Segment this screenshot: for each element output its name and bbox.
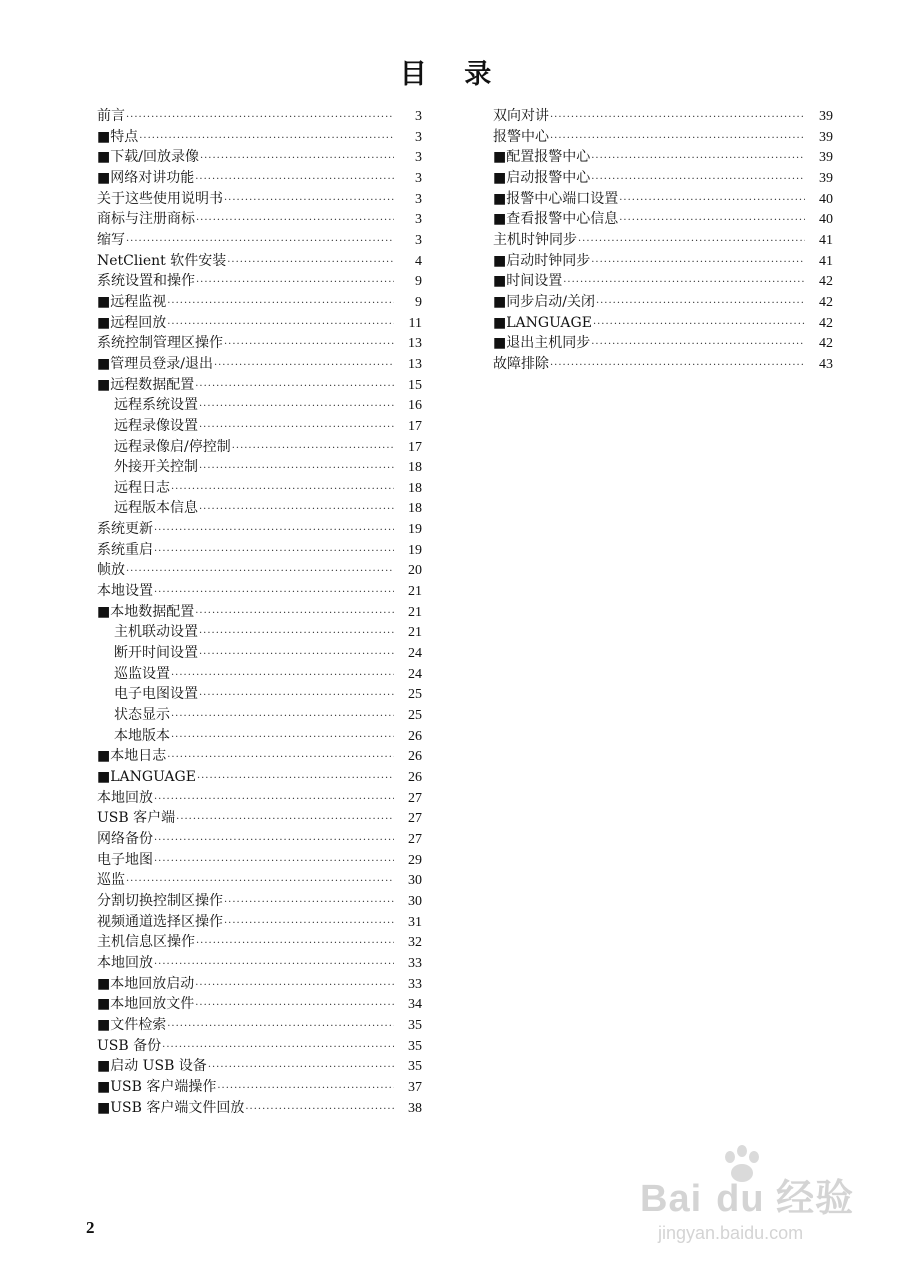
dot-leader bbox=[154, 521, 394, 542]
toc-entry-page: 26 bbox=[408, 749, 422, 765]
toc-entry[interactable] bbox=[97, 622, 422, 643]
toc-entry-page: 27 bbox=[408, 811, 422, 827]
toc-entry-page: 40 bbox=[819, 212, 833, 228]
toc-entry[interactable] bbox=[97, 974, 422, 995]
toc-entry-page: 21 bbox=[408, 584, 422, 600]
toc-entry-title: 远程版本信息 bbox=[114, 500, 198, 517]
toc-entry-title: 远程录像启/停控制 bbox=[114, 438, 231, 455]
dot-leader bbox=[199, 686, 394, 707]
toc-entry[interactable] bbox=[97, 560, 422, 581]
toc-entry-page: 32 bbox=[408, 935, 422, 951]
toc-entry[interactable] bbox=[97, 1036, 422, 1057]
toc-entry-page: 31 bbox=[408, 914, 422, 930]
toc-entry[interactable] bbox=[97, 416, 422, 437]
toc-entry[interactable] bbox=[97, 994, 422, 1015]
toc-entry-title: 系统重启 bbox=[97, 541, 153, 558]
toc-entry-title: ■本地回放文件 bbox=[97, 996, 195, 1013]
toc-entry-title: 电子电图设置 bbox=[114, 686, 198, 703]
toc-entry-title: 巡监 bbox=[97, 872, 125, 889]
toc-entry-title: ■网络对讲功能 bbox=[97, 169, 195, 186]
toc-entry-page: 17 bbox=[408, 418, 422, 434]
toc-entry-title: USB 备份 bbox=[97, 1037, 162, 1054]
toc-entry[interactable] bbox=[97, 540, 422, 561]
toc-entry-page: 27 bbox=[408, 790, 422, 806]
toc-entry-title: ■远程数据配置 bbox=[97, 376, 195, 393]
dot-leader bbox=[550, 108, 805, 129]
dot-leader bbox=[224, 191, 394, 212]
dot-leader bbox=[196, 273, 394, 294]
toc-entry-page: 39 bbox=[819, 109, 833, 124]
toc-entry[interactable] bbox=[97, 1077, 422, 1098]
toc-entry-page: 35 bbox=[408, 1059, 422, 1075]
toc-entry[interactable] bbox=[493, 147, 833, 168]
toc-entry-title: 主机信息区操作 bbox=[97, 934, 195, 951]
toc-entry-title: 电子地图 bbox=[97, 851, 153, 868]
toc-entry-page: 35 bbox=[408, 1038, 422, 1054]
toc-entry-title: ■LANGUAGE bbox=[493, 314, 592, 331]
toc-entry-page: 3 bbox=[415, 232, 422, 248]
toc-entry-page: 21 bbox=[408, 625, 422, 641]
toc-entry-page: 24 bbox=[408, 646, 422, 662]
toc-entry-title: 系统更新 bbox=[97, 521, 153, 538]
dot-leader bbox=[154, 831, 394, 852]
toc-entry-title: ■启动 USB 设备 bbox=[97, 1058, 207, 1075]
toc-entry[interactable] bbox=[97, 168, 422, 189]
toc-entry[interactable] bbox=[97, 478, 422, 499]
toc-entry-page: 38 bbox=[408, 1100, 422, 1116]
dot-leader bbox=[199, 418, 394, 439]
dot-leader bbox=[619, 191, 805, 212]
dot-leader bbox=[208, 1058, 394, 1079]
dot-leader bbox=[162, 1038, 394, 1059]
toc-entry-title: 缩写 bbox=[97, 231, 125, 248]
toc-entry-page: 24 bbox=[408, 666, 422, 682]
dot-leader bbox=[154, 790, 394, 811]
toc-entry-title: ■启动报警中心 bbox=[493, 169, 591, 186]
toc-entry[interactable] bbox=[97, 808, 422, 829]
dot-leader bbox=[171, 728, 394, 749]
dot-leader bbox=[591, 253, 805, 274]
dot-leader bbox=[126, 562, 394, 583]
dot-leader bbox=[619, 211, 805, 232]
dot-leader bbox=[578, 232, 805, 253]
dot-leader bbox=[591, 170, 805, 191]
dot-leader bbox=[154, 852, 394, 873]
toc-entry-page: 9 bbox=[415, 294, 422, 310]
dot-leader bbox=[195, 996, 394, 1017]
toc-entry-title: 网络备份 bbox=[97, 830, 153, 847]
toc-entry-title: ■管理员登录/退出 bbox=[97, 355, 213, 372]
toc-entry[interactable] bbox=[493, 333, 833, 354]
toc-entry-title: 主机时钟同步 bbox=[493, 231, 577, 248]
dot-leader bbox=[224, 893, 394, 914]
toc-entry[interactable] bbox=[97, 271, 422, 292]
toc-entry[interactable] bbox=[493, 127, 833, 148]
toc-entry-title: 商标与注册商标 bbox=[97, 211, 195, 228]
dot-leader bbox=[200, 149, 394, 170]
dot-leader bbox=[176, 810, 394, 831]
dot-leader bbox=[224, 335, 394, 356]
toc-entry[interactable] bbox=[493, 189, 833, 210]
toc-entry-title: 本地设置 bbox=[97, 583, 153, 600]
toc-entry[interactable] bbox=[97, 292, 422, 313]
toc-left-column bbox=[97, 106, 422, 1118]
toc-entry-page: 41 bbox=[819, 232, 833, 248]
toc-entry[interactable] bbox=[97, 581, 422, 602]
toc-entry-page: 3 bbox=[415, 212, 422, 228]
toc-entry-page: 13 bbox=[408, 336, 422, 352]
toc-entry[interactable] bbox=[97, 457, 422, 478]
toc-entry[interactable] bbox=[97, 643, 422, 664]
toc-entry-title: ■下载/回放录像 bbox=[97, 149, 199, 166]
toc-entry[interactable] bbox=[97, 912, 422, 933]
toc-entry-title: 本地版本 bbox=[114, 727, 170, 744]
toc-entry[interactable] bbox=[97, 932, 422, 953]
toc-entry-title: 视频通道选择区操作 bbox=[97, 913, 223, 930]
dot-leader bbox=[126, 872, 394, 893]
dot-leader bbox=[196, 211, 394, 232]
toc-entry-page: 34 bbox=[408, 997, 422, 1013]
dot-leader bbox=[196, 934, 394, 955]
dot-leader bbox=[126, 108, 394, 129]
toc-entry[interactable] bbox=[97, 602, 422, 623]
toc-entry-title: 帧放 bbox=[97, 562, 125, 579]
toc-entry-page: 37 bbox=[408, 1079, 422, 1095]
toc-entry-page: 43 bbox=[819, 356, 833, 372]
dot-leader bbox=[550, 129, 805, 150]
dot-leader bbox=[167, 315, 394, 336]
toc-entry[interactable] bbox=[493, 209, 833, 230]
toc-entry-title: ■同步启动/关闭 bbox=[493, 293, 595, 310]
dot-leader bbox=[154, 542, 394, 563]
toc-entry-title: ■启动时钟同步 bbox=[493, 252, 591, 269]
toc-entry[interactable] bbox=[97, 354, 422, 375]
toc-entry[interactable] bbox=[97, 209, 422, 230]
toc-entry-title: 主机联动设置 bbox=[114, 624, 198, 641]
toc-right-column bbox=[493, 106, 833, 375]
dot-leader bbox=[245, 1100, 394, 1121]
toc-entry-page: 42 bbox=[819, 336, 833, 352]
toc-entry-title: 前言 bbox=[97, 108, 125, 124]
toc-entry-title: ■退出主机同步 bbox=[493, 335, 591, 352]
dot-leader bbox=[195, 976, 394, 997]
dot-leader bbox=[224, 914, 394, 935]
toc-entry-title: ■USB 客户端操作 bbox=[97, 1078, 217, 1095]
toc-entry-title: 系统控制管理区操作 bbox=[97, 335, 223, 352]
toc-entry-title: 断开时间设置 bbox=[114, 645, 198, 662]
dot-leader bbox=[195, 170, 394, 191]
toc-entry-page: 39 bbox=[819, 129, 833, 145]
toc-entry-page: 39 bbox=[819, 150, 833, 166]
toc-entry-page: 42 bbox=[819, 315, 833, 331]
toc-entry-title: 本地回放 bbox=[97, 789, 153, 806]
toc-entry-title: ■特点 bbox=[97, 128, 139, 145]
toc-entry[interactable] bbox=[97, 106, 422, 127]
toc-entry[interactable] bbox=[97, 705, 422, 726]
toc-entry-page: 18 bbox=[408, 480, 422, 496]
toc-entry[interactable] bbox=[493, 106, 833, 127]
toc-entry-page: 18 bbox=[408, 501, 422, 517]
toc-entry[interactable] bbox=[493, 313, 833, 334]
toc-entry[interactable] bbox=[97, 953, 422, 974]
toc-entry-title: ■报警中心端口设置 bbox=[493, 190, 619, 207]
toc-entry[interactable] bbox=[97, 1015, 422, 1036]
toc-entry[interactable] bbox=[97, 230, 422, 251]
toc-entry-page: 3 bbox=[415, 150, 422, 166]
toc-entry[interactable] bbox=[97, 870, 422, 891]
toc-entry-page: 19 bbox=[408, 522, 422, 538]
dot-leader bbox=[195, 377, 394, 398]
toc-entry-page: 18 bbox=[408, 460, 422, 476]
toc-entry[interactable] bbox=[97, 746, 422, 767]
toc-entry-title: NetClient 软件安装 bbox=[97, 252, 227, 269]
toc-entry-title: 系统设置和操作 bbox=[97, 273, 195, 290]
dot-leader bbox=[171, 480, 394, 501]
dot-leader bbox=[232, 439, 394, 460]
toc-entry-page: 3 bbox=[415, 191, 422, 207]
toc-entry-page: 26 bbox=[408, 770, 422, 785]
toc-entry-page: 20 bbox=[408, 563, 422, 579]
toc-entry[interactable] bbox=[97, 788, 422, 809]
dot-leader bbox=[197, 769, 394, 790]
toc-entry[interactable] bbox=[97, 127, 422, 148]
toc-entry-title: 状态显示 bbox=[114, 707, 170, 724]
toc-entry-page: 40 bbox=[819, 191, 833, 207]
toc-entry-title: 报警中心 bbox=[493, 128, 549, 145]
toc-entry-title: USB 客户端 bbox=[97, 810, 176, 827]
dot-leader bbox=[217, 1079, 394, 1100]
toc-entry[interactable] bbox=[493, 168, 833, 189]
toc-entry[interactable] bbox=[97, 664, 422, 685]
dot-leader bbox=[199, 645, 394, 666]
dot-leader bbox=[227, 253, 394, 274]
toc-entry[interactable] bbox=[493, 271, 833, 292]
toc-entry-title: ■USB 客户端文件回放 bbox=[97, 1099, 245, 1116]
baidu-watermark-logo: Bai du 经验 jingyan.baidu.com bbox=[640, 1145, 860, 1255]
page-title: 目 录 bbox=[399, 59, 506, 90]
toc-entry-page: 35 bbox=[408, 1017, 422, 1033]
toc-entry-title: ■文件检索 bbox=[97, 1016, 167, 1033]
toc-entry[interactable] bbox=[97, 251, 422, 272]
toc-entry-title: ■时间设置 bbox=[493, 273, 563, 290]
dot-leader bbox=[199, 397, 394, 418]
dot-leader bbox=[591, 149, 805, 170]
toc-entry-page: 39 bbox=[819, 170, 833, 186]
toc-entry-page: 16 bbox=[408, 398, 422, 414]
toc-entry-title: 巡监设置 bbox=[114, 665, 170, 682]
toc-entry-page: 19 bbox=[408, 542, 422, 558]
toc-entry[interactable] bbox=[97, 1056, 422, 1077]
toc-entry-page: 3 bbox=[415, 109, 422, 124]
toc-entry[interactable] bbox=[97, 726, 422, 747]
toc-entry-title: 外接开关控制 bbox=[114, 459, 198, 476]
dot-leader bbox=[195, 604, 394, 625]
toc-entry[interactable] bbox=[97, 313, 422, 334]
toc-entry-title: ■远程回放 bbox=[97, 314, 167, 331]
dot-leader bbox=[171, 666, 394, 687]
dot-leader bbox=[167, 1017, 394, 1038]
toc-entry-page: 30 bbox=[408, 893, 422, 909]
dot-leader bbox=[591, 335, 805, 356]
toc-entry-title: 关于这些使用说明书 bbox=[97, 190, 223, 207]
toc-entry[interactable] bbox=[97, 519, 422, 540]
dot-leader bbox=[596, 294, 805, 315]
toc-entry[interactable] bbox=[97, 147, 422, 168]
toc-entry-page: 29 bbox=[408, 852, 422, 868]
toc-entry-page: 41 bbox=[819, 253, 833, 269]
toc-entry[interactable] bbox=[493, 354, 833, 375]
dot-leader bbox=[214, 356, 394, 377]
toc-entry-page: 21 bbox=[408, 604, 422, 620]
toc-entry-page: 17 bbox=[408, 439, 422, 455]
toc-entry[interactable] bbox=[97, 1098, 422, 1119]
toc-entry-title: ■远程监视 bbox=[97, 293, 167, 310]
toc-entry[interactable] bbox=[97, 891, 422, 912]
toc-entry[interactable] bbox=[493, 230, 833, 251]
dot-leader bbox=[167, 294, 394, 315]
dot-leader bbox=[199, 624, 394, 645]
toc-entry[interactable] bbox=[97, 684, 422, 705]
dot-leader bbox=[199, 500, 394, 521]
dot-leader bbox=[126, 232, 394, 253]
toc-entry-page: 13 bbox=[408, 356, 422, 372]
dot-leader bbox=[167, 748, 394, 769]
toc-entry-title: ■LANGUAGE bbox=[97, 769, 196, 785]
toc-entry-page: 9 bbox=[415, 274, 422, 290]
toc-entry-page: 27 bbox=[408, 831, 422, 847]
toc-entry-page: 3 bbox=[415, 170, 422, 186]
toc-entry-page: 30 bbox=[408, 873, 422, 889]
toc-entry[interactable] bbox=[97, 829, 422, 850]
toc-entry[interactable] bbox=[97, 850, 422, 871]
toc-entry-title: ■本地回放启动 bbox=[97, 975, 195, 992]
dot-leader bbox=[563, 273, 805, 294]
dot-leader bbox=[154, 583, 394, 604]
page-number: 2 bbox=[86, 1218, 95, 1237]
toc-entry[interactable] bbox=[97, 189, 422, 210]
toc-entry-page: 33 bbox=[408, 955, 422, 971]
dot-leader bbox=[154, 955, 394, 976]
toc-entry-title: 远程日志 bbox=[114, 479, 170, 496]
toc-entry-title: ■配置报警中心 bbox=[493, 149, 591, 166]
toc-entry-title: 双向对讲 bbox=[493, 108, 549, 124]
toc-entry-title: 远程系统设置 bbox=[114, 397, 198, 414]
dot-leader bbox=[199, 459, 394, 480]
toc-entry[interactable] bbox=[97, 437, 422, 458]
toc-entry-title: 远程录像设置 bbox=[114, 417, 198, 434]
toc-entry-page: 4 bbox=[415, 253, 422, 269]
toc-entry-page: 25 bbox=[408, 687, 422, 703]
dot-leader bbox=[139, 129, 394, 150]
toc-entry-title: 本地回放 bbox=[97, 954, 153, 971]
toc-entry-page: 33 bbox=[408, 976, 422, 992]
toc-entry-page: 42 bbox=[819, 274, 833, 290]
toc-entry-page: 11 bbox=[408, 315, 422, 331]
toc-entry-title: ■本地日志 bbox=[97, 748, 167, 765]
toc-entry-title: 分割切换控制区操作 bbox=[97, 892, 223, 909]
toc-entry[interactable] bbox=[97, 767, 422, 788]
dot-leader bbox=[550, 356, 805, 377]
toc-entry[interactable] bbox=[493, 251, 833, 272]
toc-entry-page: 26 bbox=[408, 728, 422, 744]
toc-entry[interactable] bbox=[97, 395, 422, 416]
toc-entry-page: 15 bbox=[408, 377, 422, 393]
dot-leader bbox=[593, 315, 805, 336]
toc-entry-title: ■本地数据配置 bbox=[97, 603, 195, 620]
toc-entry-page: 25 bbox=[408, 708, 422, 724]
toc-entry[interactable] bbox=[97, 375, 422, 396]
toc-entry-page: 42 bbox=[819, 294, 833, 310]
dot-leader bbox=[171, 707, 394, 728]
toc-entry-title: ■查看报警中心信息 bbox=[493, 211, 619, 228]
toc-entry-title: 故障排除 bbox=[493, 355, 549, 372]
toc-entry[interactable] bbox=[97, 498, 422, 519]
toc-entry[interactable] bbox=[97, 333, 422, 354]
toc-entry-page: 3 bbox=[415, 129, 422, 145]
toc-entry[interactable] bbox=[493, 292, 833, 313]
